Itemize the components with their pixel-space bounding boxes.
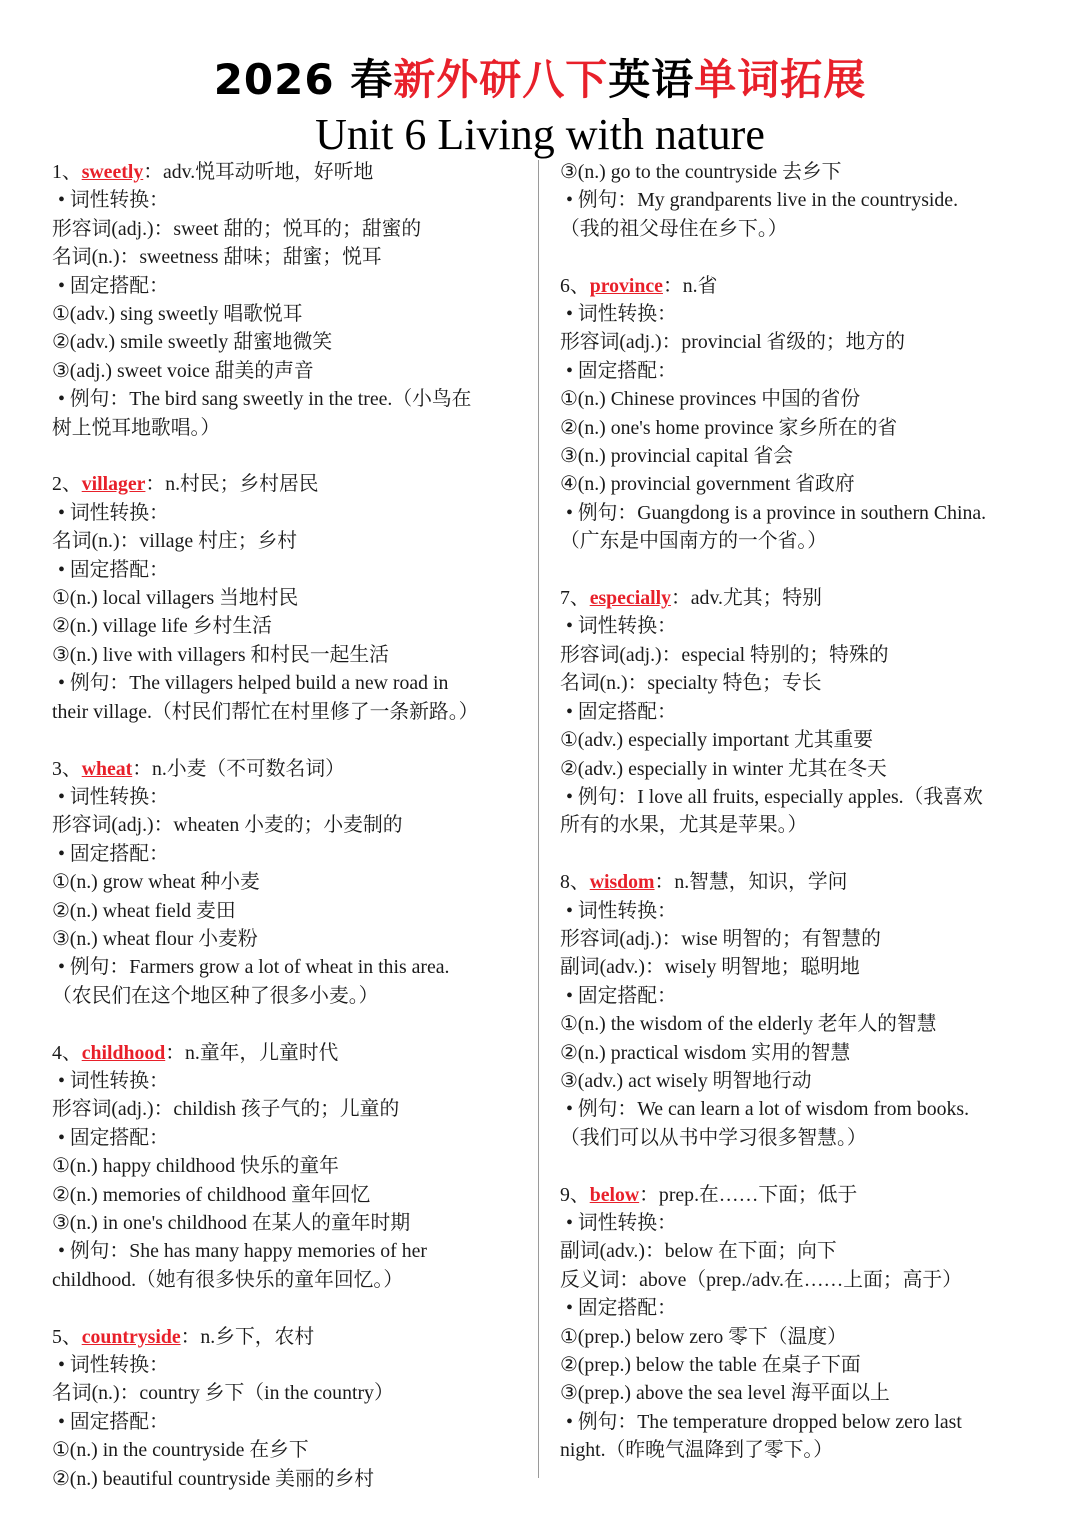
entry-line: ②(adv.) smile sweetly 甜蜜地微笑	[52, 331, 333, 354]
entry-line: 名词(n.)：sweetness 甜味；甜蜜；悦耳	[52, 246, 382, 269]
page-title	[0, 52, 1080, 108]
entry-line: ③(prep.) above the sea level 海平面以上	[560, 1382, 890, 1405]
section-label: • 固定搭配：	[566, 700, 677, 723]
entry-line: ②(prep.) below the table 在桌子下面	[560, 1354, 861, 1376]
entry-word: wisdom	[589, 871, 655, 894]
section-label: • 例句：The temperature dropped below zero last	[566, 1410, 962, 1433]
entry-word: childhood	[81, 1041, 166, 1064]
entry-heading	[52, 158, 530, 186]
entry-word: sweetly	[81, 161, 144, 183]
section-label: • 词性转换：	[566, 303, 677, 326]
entry-line: childhood.（她有很多快乐的童年回忆。）	[52, 1268, 404, 1291]
section-label: • 词性转换：	[566, 1211, 677, 1234]
entry-line: ②(n.) village life 乡村生活	[52, 615, 272, 638]
entry-heading	[560, 584, 1040, 612]
entry-definition: ：adv.悦耳动听地，好听地	[143, 161, 374, 183]
entry-heading	[52, 1323, 530, 1351]
section-label: • 词性转换：	[58, 785, 169, 808]
entry-line: ①(prep.) below zero 零下（温度）	[560, 1325, 847, 1348]
title-year: 2026 春	[213, 55, 394, 104]
entry-definition: ：n.童年，儿童时代	[165, 1041, 339, 1064]
entry-line: ④(n.) provincial government 省政府	[560, 473, 855, 496]
vocab-entry	[52, 158, 530, 442]
left-column	[52, 158, 530, 1521]
section-label: • 固定搭配：	[566, 984, 677, 1007]
entry-heading	[560, 1181, 1040, 1209]
section-label: • 例句：Guangdong is a province in southern China.	[566, 501, 987, 524]
section-label: • 例句：We can learn a lot of wisdom from books.	[566, 1098, 970, 1121]
vocab-entry-continued	[560, 158, 1040, 243]
entry-line: 形容词(adj.)：childish 孩子气的；儿童的	[52, 1098, 400, 1121]
entry-line: ②(n.) practical wisdom 实用的智慧	[560, 1041, 851, 1064]
section-label: • 固定搭配：	[566, 359, 677, 382]
section-label: • 固定搭配：	[58, 1410, 169, 1433]
section-label: • 例句：The bird sang sweetly in the tree.（小鸟在	[58, 388, 472, 411]
entry-definition: ：prep.在……下面；低于	[639, 1183, 858, 1206]
entry-line: 所有的水果，尤其是苹果。）	[560, 814, 808, 837]
entry-line: their village.（村民们帮忙在村里修了一条新路。）	[52, 700, 479, 723]
entry-definition: ：adv.尤其；特别	[671, 587, 822, 610]
entry-definition: ：n.省	[662, 274, 718, 297]
entry-line: ②(adv.) especially in winter 尤其在冬天	[560, 757, 887, 780]
entry-line: ①(n.) local villagers 当地村民	[52, 587, 299, 610]
entry-heading	[560, 272, 1040, 300]
section-label: • 词性转换：	[58, 501, 169, 524]
entry-line: 名词(n.)：specialty 特色；专长	[560, 672, 822, 695]
entry-number: 7、	[560, 587, 590, 610]
entry-number: 3、	[52, 757, 82, 780]
entry-line: ②(n.) one's home province 家乡所在的省	[560, 416, 898, 439]
unit-title: Unit 6 Living with nature	[315, 110, 765, 159]
entry-line: ②(n.) wheat field 麦田	[52, 899, 236, 922]
entry-line: （农民们在这个地区种了很多小麦。）	[52, 984, 379, 1007]
entry-line: night.（昨晚气温降到了零下。）	[560, 1439, 834, 1462]
vocab-entry	[560, 868, 1040, 1152]
entry-heading	[560, 868, 1040, 896]
entry-line: ①(n.) the wisdom of the elderly 老年人的智慧	[560, 1013, 937, 1036]
entry-definition: ：n.村民；乡村居民	[145, 473, 319, 496]
entry-definition: ：n.智慧，知识，学问	[654, 871, 848, 894]
entry-line: （我的祖父母住在乡下。）	[560, 217, 788, 240]
vocab-entry	[52, 755, 530, 1011]
entry-number: 6、	[560, 274, 590, 297]
section-label: • 例句：The villagers helped build a new road in	[58, 672, 449, 695]
title-topic: 单词拓展	[694, 55, 867, 104]
section-label: • 例句：She has many happy memories of her	[58, 1240, 427, 1263]
entry-line: ③(n.) provincial capital 省会	[560, 445, 794, 468]
entry-line: ②(n.) memories of childhood 童年回忆	[52, 1183, 371, 1206]
entry-line: 形容词(adj.)：wise 明智的；有智慧的	[560, 927, 881, 950]
vocab-entry	[560, 1181, 1040, 1465]
entry-line: 名词(n.)：village 村庄；乡村	[52, 530, 298, 553]
section-label: • 固定搭配：	[566, 1297, 677, 1320]
vocab-entry	[52, 1039, 530, 1295]
title-textbook: 新外研八下	[393, 55, 609, 104]
section-label: • 词性转换：	[58, 1354, 169, 1376]
column-divider	[538, 160, 539, 1478]
vocab-entry	[560, 272, 1040, 556]
entry-word: villager	[81, 473, 146, 496]
entry-line: 树上悦耳地歌唱。）	[52, 416, 221, 439]
section-label: • 固定搭配：	[58, 842, 169, 865]
entry-definition: ：n.小麦（不可数名词）	[132, 757, 345, 780]
entry-line: ①(n.) in the countryside 在乡下	[52, 1439, 309, 1462]
entry-line: ①(adv.) sing sweetly 唱歌悦耳	[52, 303, 303, 326]
entry-line: ①(adv.) especially important 尤其重要	[560, 729, 874, 752]
entry-number: 5、	[52, 1325, 82, 1348]
section-label: • 词性转换：	[58, 189, 169, 212]
entry-line: 形容词(adj.)：provincial 省级的；地方的	[560, 331, 906, 354]
section-label: • 固定搭配：	[58, 558, 169, 581]
entry-number: 2、	[52, 473, 82, 496]
section-label: • 例句：My grandparents live in the countryside.	[566, 189, 959, 212]
entry-line: ③(n.) go to the countryside 去乡下	[560, 161, 842, 183]
entry-line: 形容词(adj.)：wheaten 小麦的；小麦制的	[52, 814, 403, 837]
title-subject: 英语	[608, 55, 695, 104]
section-label: • 词性转换：	[58, 1069, 169, 1092]
entry-word: countryside	[81, 1325, 181, 1348]
entry-line: ③(n.) live with villagers 和村民一起生活	[52, 643, 389, 666]
entry-heading	[52, 1039, 530, 1067]
entry-line: 副词(adv.)：wisely 明智地；聪明地	[560, 956, 860, 979]
entry-number: 9、	[560, 1183, 590, 1206]
entry-definition: ：n.乡下，农村	[180, 1325, 315, 1348]
entry-line: ③(n.) in one's childhood 在某人的童年时期	[52, 1211, 411, 1234]
right-column	[560, 158, 1040, 1493]
entry-line: 名词(n.)：country 乡下（in the country）	[52, 1382, 394, 1405]
vocab-entry	[52, 1323, 530, 1493]
entry-number: 8、	[560, 871, 590, 894]
entry-line: 形容词(adj.)：sweet 甜的；悦耳的；甜蜜的	[52, 217, 422, 240]
entry-word: especially	[589, 587, 671, 610]
vocab-entry	[52, 470, 530, 726]
entry-word: wheat	[81, 757, 133, 780]
entry-line: （广东是中国南方的一个省。）	[560, 530, 828, 553]
entry-word: below	[589, 1183, 640, 1206]
section-label: • 例句：I love all fruits, especially apples.（我喜欢	[566, 785, 983, 808]
section-label: • 例句：Farmers grow a lot of wheat in this area.	[58, 956, 450, 979]
entry-number: 4、	[52, 1041, 82, 1064]
entry-line: ③(n.) wheat flour 小麦粉	[52, 927, 258, 950]
entry-line: 副词(adv.)：below 在下面；向下	[560, 1240, 837, 1263]
entry-line: ③(adj.) sweet voice 甜美的声音	[52, 359, 314, 382]
entry-line: ②(n.) beautiful countryside 美丽的乡村	[52, 1467, 375, 1490]
entry-line: （我们可以从书中学习很多智慧。）	[560, 1126, 867, 1149]
entry-line: 形容词(adj.)：especial 特别的；特殊的	[560, 643, 889, 666]
entry-line: ①(n.) grow wheat 种小麦	[52, 871, 260, 894]
entry-line: ③(adv.) act wisely 明智地行动	[560, 1069, 812, 1092]
entry-line: ①(n.) happy childhood 快乐的童年	[52, 1155, 339, 1178]
section-label: • 词性转换：	[566, 615, 677, 638]
entry-line: ①(n.) Chinese provinces 中国的省份	[560, 388, 861, 411]
section-label: • 固定搭配：	[58, 274, 169, 297]
entry-word: province	[589, 274, 663, 297]
entry-heading	[52, 755, 530, 783]
entry-number: 1、	[52, 161, 82, 183]
entry-line: 反义词：above（prep./adv.在……上面；高于）	[560, 1268, 962, 1291]
vocab-entry	[560, 584, 1040, 840]
entry-heading	[52, 470, 530, 498]
section-label: • 词性转换：	[566, 899, 677, 922]
section-label: • 固定搭配：	[58, 1126, 169, 1149]
